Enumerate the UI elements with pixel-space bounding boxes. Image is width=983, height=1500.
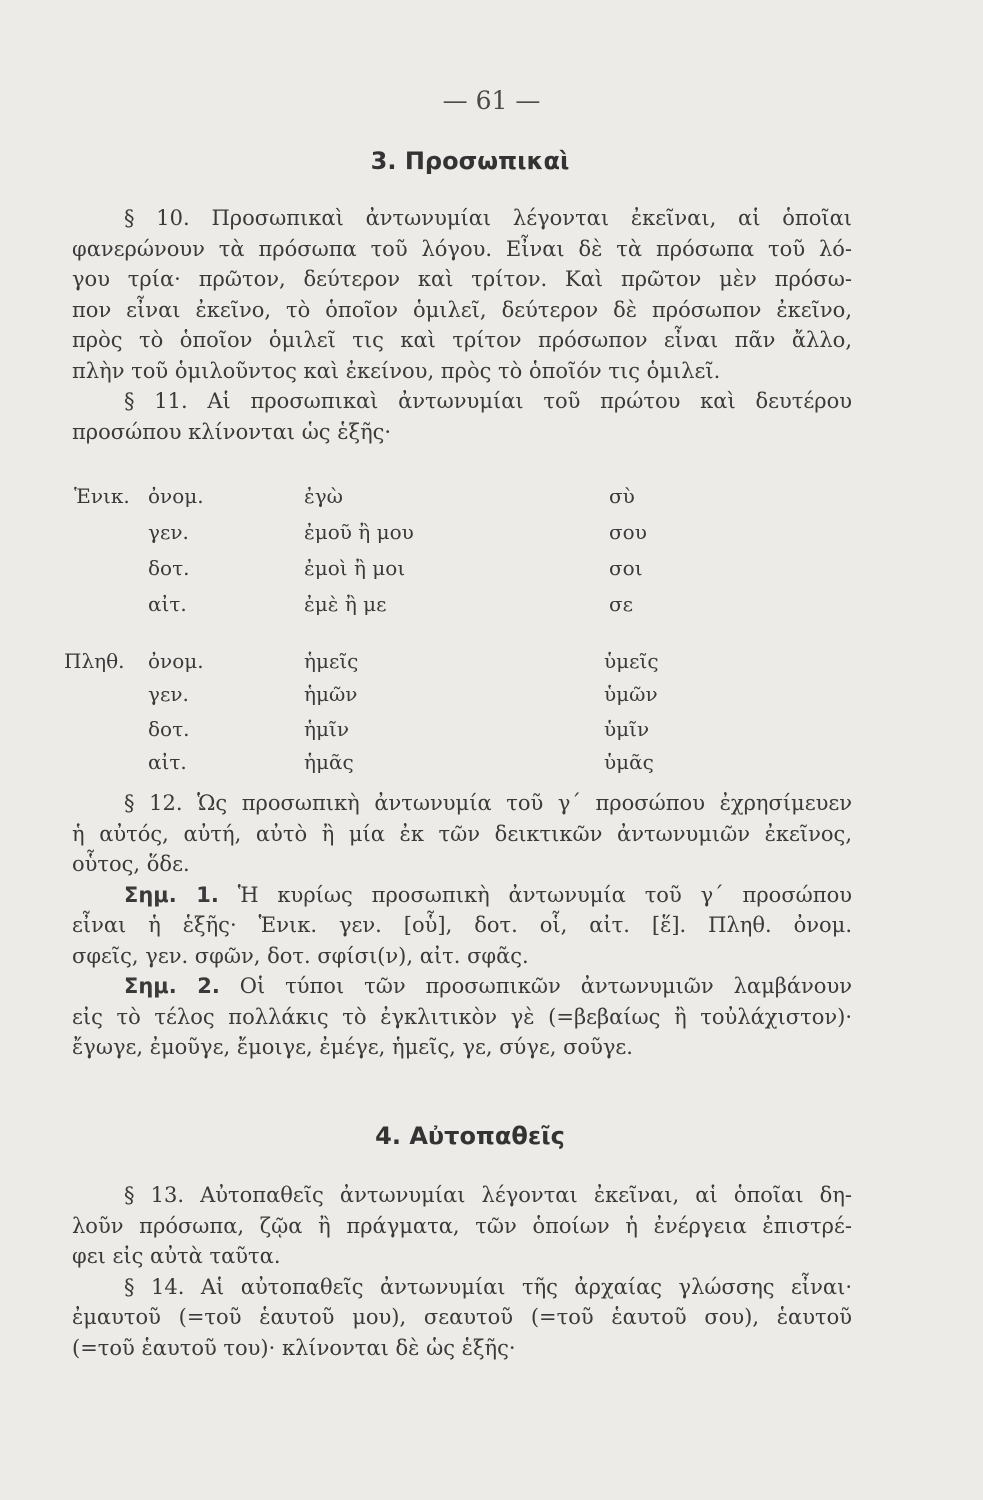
paragraphs-12-notes [72, 788, 852, 1063]
first-person-form: ἡμεῖς [304, 649, 359, 673]
case-label: δοτ. [148, 717, 190, 741]
text-line: ἡ αὐτός, αὐτή, αὐτὸ ἢ μία ἐκ τῶν δεικτικῶν ἀντωνυμιῶν ἐκεῖνος, [72, 821, 852, 846]
text-line: § 10. Προσωπικαὶ ἀντωνυμίαι λέγονται ἐκεῖναι, αἱ ὁποῖαι [124, 206, 852, 230]
text-line: πλὴν τοῦ ὁμιλοῦντος καὶ ἐκείνου, πρὸς τὸ ὁποῖόν τις ὁμιλεῖ. [72, 358, 721, 383]
text-line: εἶναι ἡ ἑξῆς· Ἑνικ. γεν. [οὗ], δοτ. οἷ, αἰτ. [ἕ]. Πληθ. ὀνομ. [72, 913, 852, 937]
page-number: — 61 — [442, 86, 541, 115]
text-line: φανερώνουν τὰ πρόσωπα τοῦ λόγου. Εἶναι δὲ τὰ πρόσωπα τοῦ λό- [72, 236, 852, 261]
text-line: προσώπου κλίνονται ὡς ἑξῆς· [72, 419, 392, 444]
first-person-form: ἡμᾶς [304, 750, 354, 774]
first-person-form: ἡμῶν [304, 682, 358, 706]
text-line: (=τοῦ ἑαυτοῦ του)· κλίνονται δὲ ὡς ἑξῆς· [72, 1335, 516, 1360]
first-person-form: ἐμὲ ἢ με [304, 592, 387, 616]
text-line: εἰς τὸ τέλος πολλάκις τὸ ἐγκλιτικὸν γὲ (=βεβαίως ἢ τοὐλάχιστον)· [72, 1004, 852, 1029]
first-person-form: ἐμοῦ ἢ μου [304, 520, 414, 544]
note-2-first-line: Σημ. 2. Οἱ τύποι τῶν προσωπικῶν ἀντωνυμιῶν λαμβάνουν [124, 974, 852, 998]
text-line: ἐμαυτοῦ (=τοῦ ἑαυτοῦ μου), σεαυτοῦ (=τοῦ ἑαυτοῦ σου), ἑαυτοῦ [72, 1305, 852, 1329]
second-person-form: σου [609, 520, 647, 544]
text-line: λοῦν πρόσωπα, ζῷα ἢ πράγματα, τῶν ὁποίων ἡ ἐνέργεια ἐπιστρέ- [72, 1213, 852, 1238]
first-person-form: ἐμοὶ ἢ μοι [304, 556, 406, 580]
second-person-form: ὑμῶν [604, 682, 658, 706]
paragraphs-13-14 [72, 1180, 852, 1363]
case-label: δοτ. [148, 556, 190, 580]
note-2-label: Σημ. 2. [124, 974, 220, 998]
text-line: ἔγωγε, ἐμοῦγε, ἔμοιγε, ἐμέγε, ἡμεῖς, γε, σύγε, σοῦγε. [72, 1035, 633, 1059]
note-1-first-line: Σημ. 1. Ἡ κυρίως προσωπικὴ ἀντωνυμία τοῦ γ΄ προσώπου [124, 882, 852, 907]
second-person-form: ὑμᾶς [604, 750, 654, 774]
text-line: § 14. Αἱ αὐτοπαθεῖς ἀντωνυμίαι τῆς ἀρχαίας γλώσσης εἶναι· [124, 1274, 852, 1299]
case-label: γεν. [148, 520, 189, 544]
case-label: αἰτ. [148, 592, 187, 616]
note-1-label: Σημ. 1. [124, 882, 219, 907]
first-person-form: ἐγὼ [304, 484, 343, 508]
second-person-form: σὺ [609, 484, 635, 508]
second-person-form: ὑμῖν [604, 717, 650, 741]
case-label: αἰτ. [148, 750, 187, 774]
case-label: γεν. [148, 682, 189, 706]
number-label: Πληθ. [64, 649, 125, 673]
text-line: § 13. Αὐτοπαθεῖς ἀντωνυμίαι λέγονται ἐκεῖναι, αἱ ὁποῖαι δη- [124, 1183, 852, 1207]
number-label: Ἑνικ. [74, 484, 130, 508]
text-line: πρὸς τὸ ὁποῖον ὁμιλεῖ τις καὶ τρίτον πρόσωπον εἶναι πᾶν ἄλλο, [72, 328, 852, 352]
paragraph-10 [72, 203, 852, 447]
text-line: πον εἶναι ἐκεῖνο, τὸ ὁποῖον ὁμιλεῖ, δεύτερον δὲ πρόσωπον ἐκεῖνο, [72, 297, 852, 322]
first-person-form: ἡμῖν [304, 717, 349, 741]
second-person-form: σοι [609, 556, 643, 580]
section-4-title: 4. Αὐτοπαθεῖς [375, 1122, 565, 1150]
section-3-title: 3. Προσωπικαὶ [370, 147, 570, 175]
text-line: § 12. Ὡς προσωπικὴ ἀντωνυμία τοῦ γ΄ προσώπου ἐχρησίμευεν [124, 791, 852, 815]
text-line: φει εἰς αὐτὰ ταῦτα. [72, 1244, 281, 1268]
text-line: § 11. Αἱ προσωπικαὶ ἀντωνυμίαι τοῦ πρώτου καὶ δευτέρου [124, 389, 852, 413]
second-person-form: ὑμεῖς [604, 649, 659, 673]
second-person-form: σε [609, 592, 634, 616]
text-line: σφεῖς, γεν. σφῶν, δοτ. σφίσι(ν), αἰτ. σφᾶς. [72, 943, 529, 968]
text-line: οὗτος, ὅδε. [72, 852, 190, 876]
text-line: γου τρία· πρῶτον, δεύτερον καὶ τρίτον. Καὶ πρῶτον μὲν πρόσω- [72, 267, 852, 291]
case-label: ὀνομ. [148, 649, 204, 673]
case-label: ὀνομ. [148, 484, 204, 508]
